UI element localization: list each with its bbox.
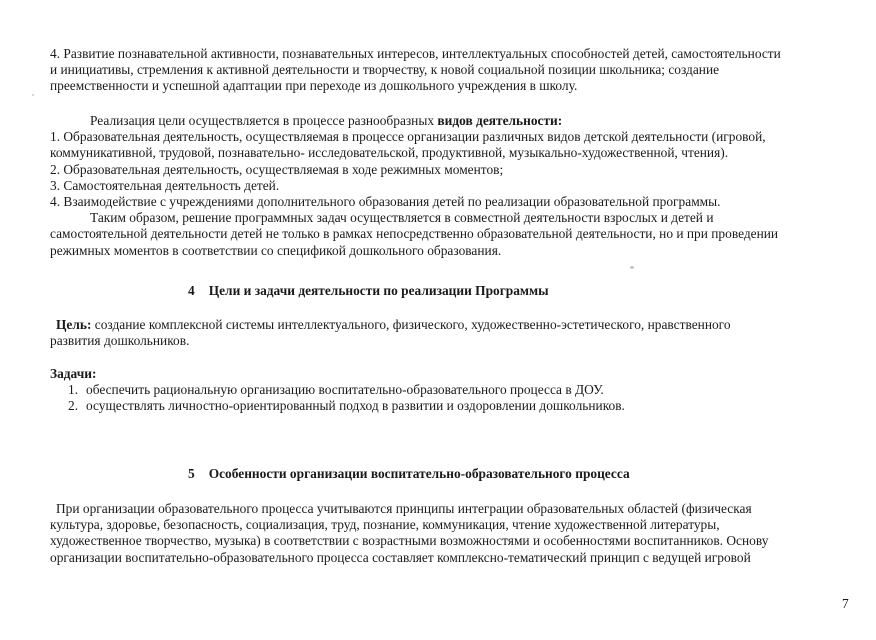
- section-4-number: 4: [188, 283, 195, 298]
- activities-lead-text: Реализация цели осуществляется в процессе разнообразных: [90, 113, 438, 128]
- section-5-line: При организации образовательного процесса учитываются принципы интеграции образовательных областей (физическая: [56, 501, 752, 516]
- activities-paragraph: [50, 113, 850, 259]
- activity-item: 1. Образовательная деятельность, осуществляемая в процессе организации различных видов детской деятельности (игровой,: [50, 129, 766, 145]
- activity-item: 4. Взаимодействие с учреждениями дополнительного образования детей по реализации образовательной программы.: [50, 194, 721, 210]
- intro-line: преемственности и успешной адаптации при переходе из дошкольного учреждения в школу.: [50, 78, 578, 94]
- section-5-heading: [188, 466, 630, 482]
- conclusion-line: режимных моментов в соответствии со спецификой дошкольного образования.: [50, 242, 502, 258]
- scan-speck: [32, 94, 34, 96]
- goal-text: создание комплексной системы интеллектуального, физического, художественно-эстетического, нравственного: [91, 317, 731, 332]
- goal-label: Цель:: [56, 317, 92, 332]
- goal-line: [50, 317, 850, 333]
- section-4-title: Цели и задачи деятельности по реализации Программы: [208, 283, 549, 298]
- section-5-line: художественное творчество, музыка) в соответствии с возрастными возможностями и особенностями воспитанников. Основу: [50, 533, 769, 549]
- activity-item: коммуникативной, трудовой, познавательно- исследовательской, продуктивной, музыкально-художественной, чтения).: [50, 145, 729, 161]
- activities-lead-bold: видов деятельности:: [437, 113, 563, 128]
- section-5-line: организации воспитательно-образовательного процесса составляет комплексно-тематический принцип с ведущей игровой: [50, 549, 751, 565]
- section-5-line: культура, здоровье, безопасность, социализация, труд, познание, коммуникация, чтение художественной литературы,: [50, 517, 720, 533]
- conclusion-line: самостоятельной деятельности детей не только в рамках непосредственно образовательной деятельности, но и при проведении: [50, 226, 779, 242]
- conclusion-line: Таким образом, решение программных задач осуществляется в совместной деятельности взрослых и детей и: [90, 210, 714, 226]
- list-item: [68, 382, 625, 398]
- task-text: обеспечить рациональную организацию воспитательно-образовательного процесса в ДОУ.: [86, 382, 604, 397]
- section-5-title: Особенности организации воспитательно-образовательного процесса: [208, 466, 630, 481]
- tasks-label-paragraph: [50, 366, 850, 382]
- activity-item: 3. Самостоятельная деятельность детей.: [50, 177, 280, 193]
- page-number: 7: [842, 596, 849, 611]
- list-item: [68, 398, 625, 414]
- task-number: 2.: [68, 398, 79, 414]
- intro-paragraph: [50, 46, 850, 95]
- section-5-number: 5: [188, 466, 195, 481]
- section-5-paragraph: [50, 501, 850, 566]
- goal-line: развития дошкольников.: [50, 333, 190, 349]
- activity-item: 2. Образовательная деятельность, осуществляемая в ходе режимных моментов;: [50, 161, 504, 177]
- tasks-label: Задачи:: [50, 366, 97, 381]
- activities-lead: [50, 113, 850, 129]
- tasks-list: [68, 382, 625, 414]
- goal-paragraph: [50, 317, 850, 349]
- intro-line: и инициативы, стремления к активной деятельности и творчеству, к новой социальной позиции школьника; создание: [50, 62, 720, 78]
- task-text: осуществлять личностно-ориентированный подход в развитии и оздоровлении дошкольников.: [86, 398, 625, 414]
- task-number: 1.: [68, 382, 79, 397]
- scan-speck: [630, 266, 634, 269]
- intro-line: 4. Развитие познавательной активности, познавательных интересов, интеллектуальных способностей детей, самостоятельности: [50, 46, 781, 61]
- section-4-heading: [188, 283, 549, 299]
